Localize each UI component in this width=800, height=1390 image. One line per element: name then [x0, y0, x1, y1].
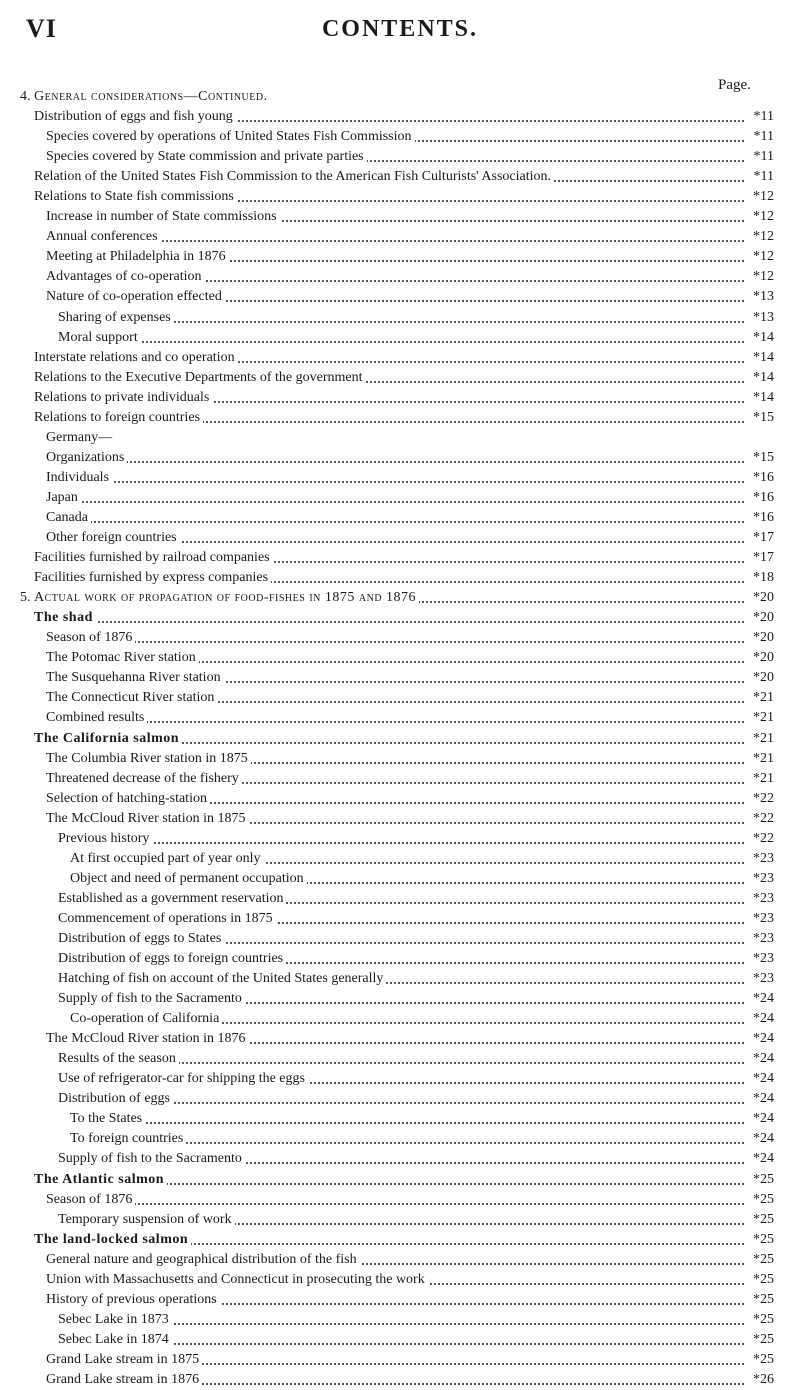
toc-entry-title: Use of refrigerator-car for shipping the eggs [58, 1069, 308, 1089]
toc-entry [20, 87, 774, 107]
toc-entry [34, 1170, 774, 1190]
toc-entry-page: *20 [749, 608, 774, 628]
dot-leader [78, 842, 744, 844]
toc-entry-page: *25 [749, 1270, 774, 1290]
toc-entry-page: *25 [749, 1190, 774, 1210]
toc-entry-title: Relations to foreign countries [34, 408, 203, 428]
toc-entry-page: *24 [749, 1069, 774, 1089]
toc-entry-title: Advantages of co-operation [46, 267, 205, 287]
toc-entry-page: *11 [750, 107, 774, 127]
toc-entry [34, 668, 774, 688]
toc-entry-page: *23 [749, 909, 774, 929]
toc-entry-page: *11 [750, 147, 774, 167]
toc-entry [34, 348, 774, 368]
toc-entry-title: Established as a government reservation [58, 889, 286, 909]
toc-entry [34, 909, 774, 929]
toc-entry-page: *14 [749, 328, 774, 348]
toc-entry-page: *25 [749, 1290, 774, 1310]
toc-entry-title: Meeting at Philadelphia in 1876 [46, 247, 229, 267]
toc-entry [34, 548, 774, 568]
toc-entry-page: *24 [749, 1089, 774, 1109]
toc-entry-page: *20 [749, 628, 774, 648]
toc-entry [34, 809, 774, 829]
toc-entry-page: *23 [749, 949, 774, 969]
toc-entry [34, 107, 774, 127]
toc-entry-title: Other foreign countries [46, 528, 180, 548]
toc-entry [34, 528, 774, 548]
toc-entry [34, 929, 774, 949]
toc-entry-title: Season of 1876 [46, 628, 135, 648]
toc-entry-page: *25 [749, 1210, 774, 1230]
section-number: 5. [20, 590, 31, 606]
toc-entry-page: *17 [749, 528, 774, 548]
toc-entry-title: Relations to the Executive Departments of the government [34, 368, 366, 388]
toc-entry [34, 1290, 774, 1310]
toc-entry [20, 588, 774, 608]
toc-entry [34, 1330, 774, 1350]
toc-entry-page: *21 [749, 749, 774, 769]
toc-entry-page: *24 [749, 1149, 774, 1169]
toc-entry-title: Previous history [58, 829, 152, 849]
toc-entry-page: *22 [749, 789, 774, 809]
toc-entry-page: *13 [749, 287, 774, 307]
toc-entry-title: History of previous operations [46, 1290, 220, 1310]
toc-entry-page: *22 [749, 809, 774, 829]
dot-leader [66, 521, 744, 523]
toc-entry-title: Combined results [46, 708, 147, 728]
toc-entry [34, 648, 774, 668]
toc-entry-title: Sebec Lake in 1873 [58, 1310, 172, 1330]
toc-entry-page: *21 [749, 729, 774, 749]
toc-entry [34, 247, 774, 267]
dot-leader [78, 1102, 744, 1104]
toc-entry-title: Increase in number of State commissions [46, 207, 280, 227]
toc-entry-page: *24 [749, 1109, 774, 1129]
dot-leader [66, 641, 744, 643]
toc-entry [34, 989, 774, 1009]
toc-entry-title: Nature of co-operation effected [46, 287, 225, 307]
toc-entry [34, 408, 774, 428]
toc-entry-title: The Atlantic salmon [34, 1170, 167, 1190]
dot-leader [66, 1203, 744, 1205]
toc-entry [34, 1250, 774, 1270]
toc-entry-title: Results of the season [58, 1049, 179, 1069]
toc-entry [34, 1210, 774, 1230]
toc-entry-title: To the States [70, 1109, 145, 1129]
toc-entry-title: Annual conferences [46, 227, 161, 247]
toc-entry-title: Temporary suspension of work [58, 1210, 235, 1230]
toc-entry [34, 1190, 774, 1210]
dot-leader [78, 341, 744, 343]
toc-entry [34, 969, 774, 989]
toc-entry [34, 789, 774, 809]
toc-entry-title: Union with Massachusetts and Connecticut in prosecuting the work [46, 1270, 428, 1290]
toc-entry [34, 287, 774, 307]
toc-entry-title: Relations to private individuals [34, 388, 212, 408]
toc-entry [34, 869, 774, 889]
toc-entry-title: Distribution of eggs [58, 1089, 173, 1109]
toc-entry-title: The Columbia River station in 1875 [46, 749, 251, 769]
toc-entry [34, 167, 774, 187]
dot-leader [66, 501, 744, 503]
toc-entry-title: Threatened decrease of the fishery [46, 769, 242, 789]
toc-entry [34, 488, 774, 508]
toc-entry [34, 388, 774, 408]
toc-entry-title: Canada [46, 508, 91, 528]
toc-entry [34, 368, 774, 388]
toc-entry [34, 508, 774, 528]
section-number: 4. [20, 89, 31, 104]
toc-entry-page: *15 [749, 408, 774, 428]
toc-entry [34, 568, 774, 588]
toc-entry-title: Commencement of operations in 1875 [58, 909, 276, 929]
toc-entry [34, 1149, 774, 1169]
toc-entry [34, 127, 774, 147]
toc-entry-title: General nature and geographical distribution of the fish [46, 1250, 360, 1270]
toc-entry [34, 1029, 774, 1049]
toc-entry-page: *21 [749, 769, 774, 789]
toc-entry-page: *14 [749, 388, 774, 408]
toc-entry-page: *13 [749, 308, 774, 328]
toc-entry [34, 749, 774, 769]
toc-entry-title: Object and need of permanent occupation [70, 869, 307, 889]
toc-entry-title: Organizations [46, 448, 127, 468]
toc-entry [34, 1230, 774, 1250]
toc-entry-page: *25 [749, 1330, 774, 1350]
toc-entry-page: *11 [750, 167, 774, 187]
toc-entry-page: *14 [749, 348, 774, 368]
toc-entry-title: The McCloud River station in 1876 [46, 1029, 248, 1049]
toc-entry [34, 1310, 774, 1330]
toc-entry-title: Facilities furnished by railroad companies [34, 548, 273, 568]
toc-entry [34, 468, 774, 488]
toc-entry [34, 147, 774, 167]
toc-entry-title: Supply of fish to the Sacramento [58, 989, 245, 1009]
toc-entry-title: Co-operation of California [70, 1009, 222, 1029]
toc-entry-page: *24 [749, 1029, 774, 1049]
toc-entry [34, 308, 774, 328]
toc-entry-page: *25 [749, 1310, 774, 1330]
toc-entry-title: Hatching of fish on account of the United States generally [58, 969, 386, 989]
toc-entry [34, 889, 774, 909]
toc-entry-page: *17 [749, 548, 774, 568]
toc-entry-page: *23 [749, 849, 774, 869]
toc-entry-title: The California salmon [34, 729, 182, 749]
toc-entry [34, 207, 774, 227]
toc-entry [34, 608, 774, 628]
toc-entry-title: Grand Lake stream in 1876 [46, 1370, 202, 1390]
toc-entry-title: Distribution of eggs to States [58, 929, 224, 949]
toc-entry [34, 628, 774, 648]
table-of-contents [20, 87, 774, 1390]
toc-entry-title: Grand Lake stream in 1875 [46, 1350, 202, 1370]
toc-entry [34, 829, 774, 849]
toc-entry-title: Distribution of eggs to foreign countries [58, 949, 286, 969]
toc-entry [34, 708, 774, 728]
toc-entry-page: *12 [749, 187, 774, 207]
toc-entry-title: The McCloud River station in 1875 [46, 809, 248, 829]
page-title: CONTENTS. [321, 16, 479, 42]
toc-entry-title: Interstate relations and co operation [34, 348, 238, 368]
toc-entry-title: Supply of fish to the Sacramento [58, 1149, 245, 1169]
dot-leader [78, 1343, 744, 1345]
dot-leader [78, 1323, 744, 1325]
toc-entry-page: *23 [749, 929, 774, 949]
toc-entry-page: *12 [749, 247, 774, 267]
dot-leader [66, 461, 744, 463]
toc-entry-title: Species covered by State commission and private parties [46, 147, 367, 167]
toc-entry-page: *25 [749, 1350, 774, 1370]
toc-entry-page: *24 [749, 1129, 774, 1149]
toc-entry-page: *25 [749, 1230, 774, 1250]
toc-entry-title: Relations to State fish commissions [34, 187, 237, 207]
dot-leader [66, 240, 744, 242]
toc-entry-title: Season of 1876 [46, 1190, 135, 1210]
toc-entry-title: Facilities furnished by express companies [34, 568, 271, 588]
toc-entry-page: *21 [749, 708, 774, 728]
toc-entry-page: *20 [749, 588, 774, 608]
toc-entry [34, 448, 774, 468]
toc-entry [34, 1270, 774, 1290]
toc-entry-page: *16 [749, 488, 774, 508]
toc-entry-page: *23 [749, 869, 774, 889]
toc-entry-title: Sharing of expenses [58, 308, 174, 328]
toc-entry-title: Germany— [46, 428, 115, 448]
toc-entry-page: *26 [749, 1370, 774, 1390]
toc-entry [34, 227, 774, 247]
dot-leader [66, 721, 744, 723]
toc-entry [34, 1129, 774, 1149]
toc-entry [34, 1049, 774, 1069]
dot-leader [90, 1142, 744, 1144]
toc-entry-page: *20 [749, 648, 774, 668]
toc-entry [34, 769, 774, 789]
toc-entry-title: The Potomac River station [46, 648, 199, 668]
page-column-label: Page. [718, 77, 751, 93]
toc-entry-page: *21 [749, 688, 774, 708]
toc-entry-title: Selection of hatching-station [46, 789, 210, 809]
toc-entry-title: Relation of the United States Fish Commission to the American Fish Culturists' Association. [34, 167, 554, 187]
toc-entry-title: At first occupied part of year only [70, 849, 264, 869]
toc-entry-page: *24 [749, 1049, 774, 1069]
toc-entry [34, 328, 774, 348]
toc-entry-page: *23 [749, 969, 774, 989]
toc-entry-title: Individuals [46, 468, 112, 488]
toc-entry-title: Distribution of eggs and fish young [34, 107, 236, 127]
toc-entry-title: The Connecticut River station [46, 688, 217, 708]
toc-entry-page: *16 [749, 468, 774, 488]
page-number: VI [26, 14, 57, 43]
toc-entry-page: *22 [749, 829, 774, 849]
toc-entry [34, 1009, 774, 1029]
toc-entry-page: *14 [749, 368, 774, 388]
toc-entry-title: Moral support [58, 328, 141, 348]
toc-entry [34, 267, 774, 287]
toc-entry-page: *12 [749, 267, 774, 287]
toc-entry-page: *25 [749, 1250, 774, 1270]
toc-entry-page: *25 [749, 1170, 774, 1190]
toc-entry [34, 1370, 774, 1390]
toc-entry-title: Actual work of propagation of food-fishes in 1875 and 1876 [34, 588, 419, 608]
toc-entry-page: *23 [749, 889, 774, 909]
toc-entry [34, 1350, 774, 1370]
toc-entry-title: Japan [46, 488, 81, 508]
toc-entry-page: *16 [749, 508, 774, 528]
toc-entry [34, 949, 774, 969]
dot-leader [54, 621, 744, 623]
toc-entry [34, 1089, 774, 1109]
toc-entry-title: Sebec Lake in 1874 [58, 1330, 172, 1350]
toc-entry-page: *12 [749, 207, 774, 227]
toc-entry-page: *24 [749, 1009, 774, 1029]
toc-entry-page: *11 [750, 127, 774, 147]
toc-entry-title: The Susquehanna River station [46, 668, 224, 688]
toc-entry-title: The shad [34, 608, 96, 628]
toc-entry-title: The land-locked salmon [34, 1230, 191, 1250]
toc-entry-page: *18 [749, 568, 774, 588]
toc-entry [34, 187, 774, 207]
toc-entry [34, 1069, 774, 1089]
toc-entry-page: *15 [749, 448, 774, 468]
toc-entry-page: *24 [749, 989, 774, 1009]
dot-leader [90, 1122, 744, 1124]
toc-entry [34, 428, 774, 448]
toc-entry [34, 729, 774, 749]
toc-entry-title: Species covered by operations of United States Fish Commission [46, 127, 415, 147]
toc-entry-title: To foreign countries [70, 1129, 186, 1149]
dot-leader [78, 321, 744, 323]
dot-leader [66, 481, 744, 483]
toc-entry-page: *12 [749, 227, 774, 247]
toc-entry [34, 688, 774, 708]
toc-entry [34, 849, 774, 869]
toc-entry-page: *20 [749, 668, 774, 688]
toc-entry [34, 1109, 774, 1129]
toc-entry-title: General considerations—Continued. [34, 87, 271, 107]
